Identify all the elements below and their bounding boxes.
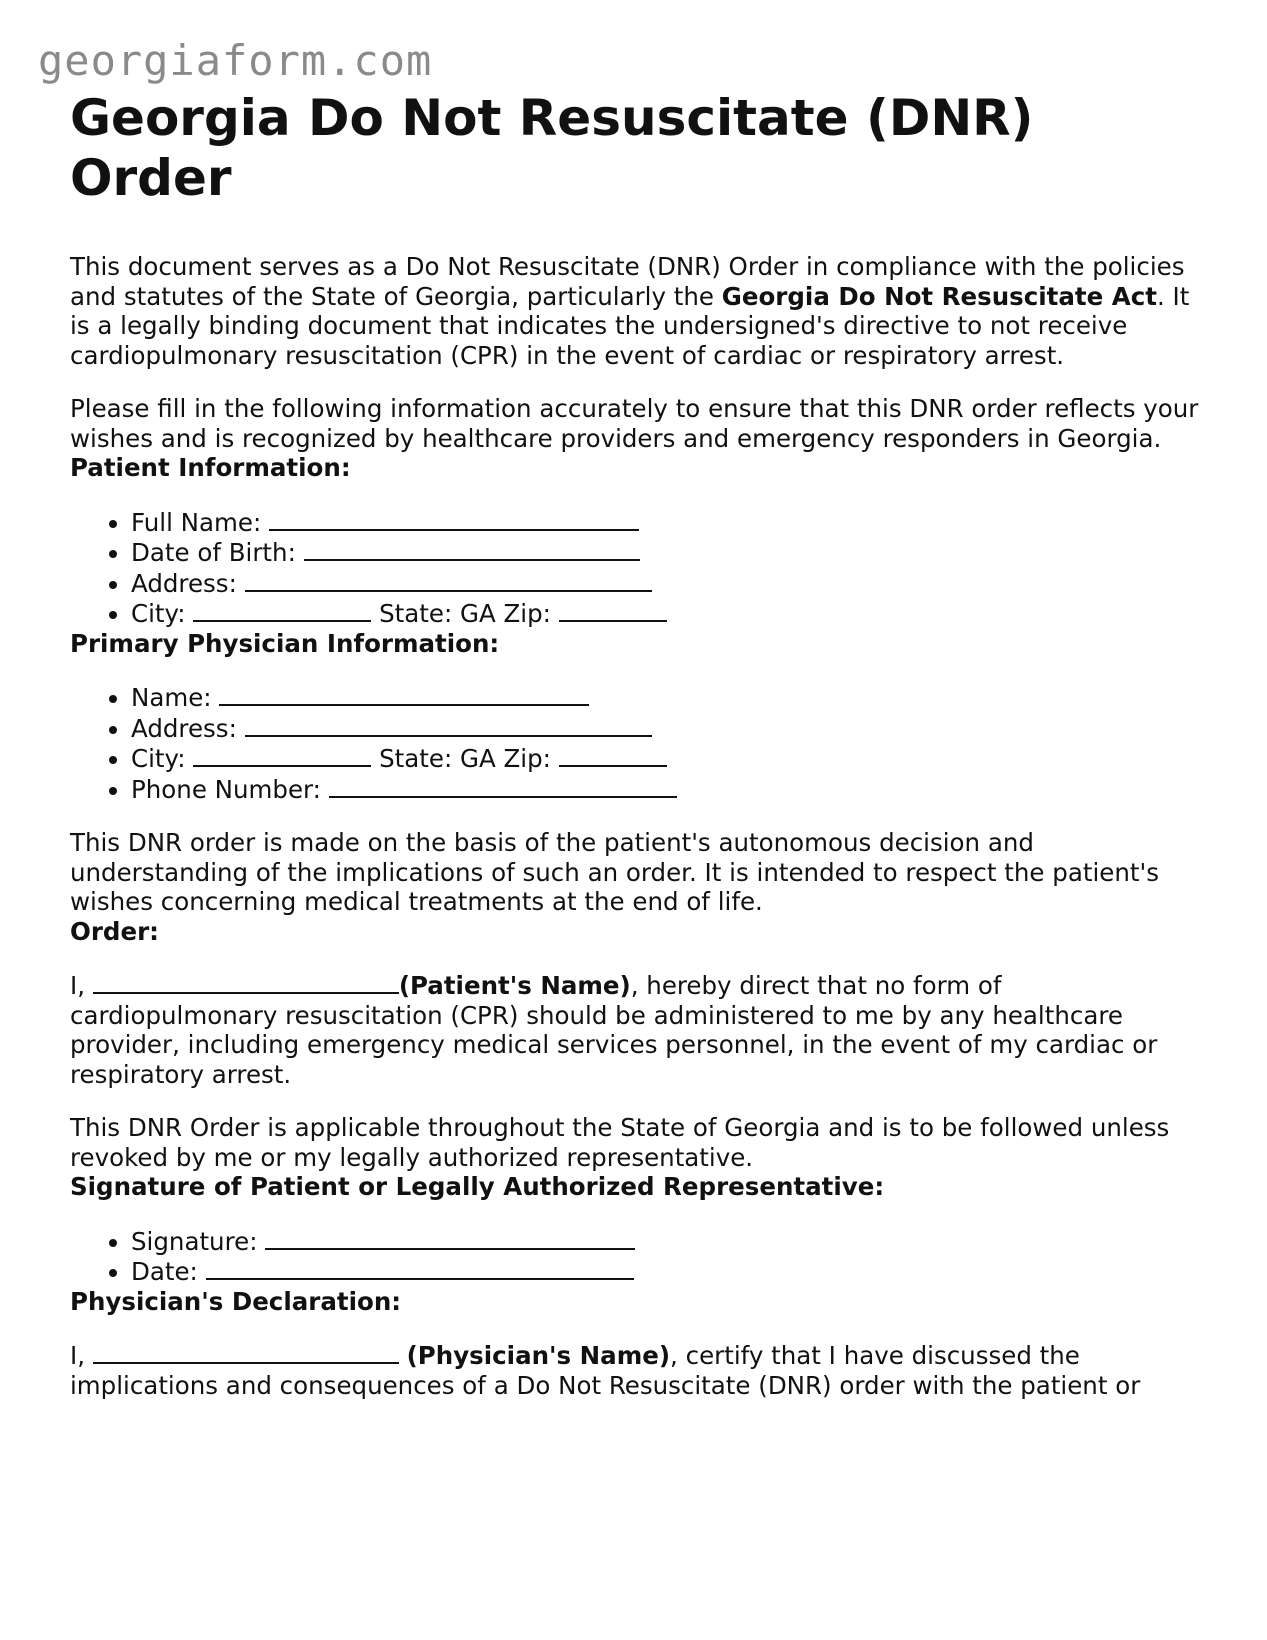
signature-date-item (131, 1256, 1200, 1287)
declaration-paragraph (70, 1340, 1200, 1400)
patient-dob-field[interactable] (304, 537, 640, 561)
document-title: Georgia Do Not Resuscitate (DNR) Order (70, 89, 1034, 207)
order-patient-name-field[interactable] (93, 970, 399, 994)
patient-dob-label: Date of Birth: (131, 538, 296, 567)
intro-text-2: . It is a legally binding document that indicates the undersigned's directive to not receive cardiopulmonary resuscitation (CPR) in the event of cardiac or respiratory arrest. (70, 281, 1190, 370)
patient-state-zip-label: State: GA Zip: (379, 599, 551, 628)
signature-label: Signature: (131, 1226, 258, 1256)
physician-info-heading: Primary Physician Information: (70, 628, 500, 658)
patient-city-label: City: (131, 599, 186, 628)
physician-info-list (70, 682, 1200, 804)
signature-heading: Signature of Patient or Legally Authorized Representative: (70, 1172, 885, 1201)
watermark: georgiaform.com (38, 36, 433, 85)
physician-address-field[interactable] (245, 713, 652, 737)
patient-full-name-label: Full Name: (131, 507, 262, 537)
intro-text-1: This document serves as a Do Not Resuscitate (DNR) Order in compliance with the policies and statutes of the State of Georgia, particularly the (70, 252, 1185, 311)
physician-address-label: Address: (131, 713, 237, 743)
patient-dob-item (131, 537, 1200, 568)
physician-zip-field[interactable] (559, 743, 667, 767)
patient-zip-field[interactable] (559, 598, 667, 622)
order-paragraph (70, 970, 1200, 1089)
patient-city-field[interactable] (193, 598, 371, 622)
intro-paragraph (70, 252, 1200, 370)
signature-date-label: Date: (131, 1257, 198, 1286)
patient-info-list (70, 507, 1200, 629)
order-i: I, (70, 971, 86, 1000)
physician-address-item (131, 713, 1200, 744)
declaration-physician-name-label: (Physician's Name) (406, 1341, 671, 1370)
signature-field[interactable] (265, 1226, 635, 1250)
patient-address-label: Address: (131, 568, 237, 598)
signature-date-field[interactable] (206, 1256, 634, 1280)
act-name: Georgia Do Not Resuscitate Act (721, 281, 1157, 311)
order-heading: Order: (70, 916, 159, 946)
order-text: , hereby direct that no form of cardiopulmonary resuscitation (CPR) should be administered to me by any healthcare provider, including emergency medical services personnel, in the event of my cardiac or respiratory arrest. (70, 971, 1158, 1089)
physician-phone-item (131, 774, 1200, 805)
basis-paragraph: This DNR order is made on the basis of the patient's autonomous decision and understanding of the implications of such an order. It is intended to respect the patient's wishes concerning medical treatments at the end of life. (70, 828, 1159, 916)
patient-city-item (131, 598, 1200, 629)
instructions-paragraph: Please fill in the following information accurately to ensure that this DNR order reflects your wishes and is recognized by healthcare providers and emergency responders in Georgia. (70, 394, 1199, 453)
declaration-heading: Physician's Declaration: (70, 1286, 402, 1316)
signature-item (131, 1226, 1200, 1257)
physician-name-label: Name: (131, 683, 212, 712)
physician-name-item (131, 682, 1200, 713)
patient-full-name-item (131, 507, 1200, 538)
physician-phone-field[interactable] (329, 774, 677, 798)
patient-address-item (131, 568, 1200, 599)
declaration-i: I, (70, 1341, 86, 1370)
applicability-paragraph: This DNR Order is applicable throughout the State of Georgia and is to be followed unless revoked by me or my legally authorized representative. (70, 1113, 1170, 1172)
patient-address-field[interactable] (245, 568, 652, 592)
signature-list (70, 1226, 1200, 1287)
physician-name-field[interactable] (219, 682, 589, 706)
physician-phone-label: Phone Number: (131, 774, 321, 804)
patient-full-name-field[interactable] (269, 507, 639, 531)
physician-city-field[interactable] (193, 743, 371, 767)
physician-city-item (131, 743, 1200, 774)
physician-state-zip-label: State: GA Zip: (379, 744, 551, 773)
order-patient-name-label: (Patient's Name) (398, 971, 631, 1000)
document-body (70, 88, 1200, 1400)
patient-info-heading: Patient Information: (70, 453, 351, 482)
declaration-text: , certify that I have discussed the implications and consequences of a Do Not Resuscitate (DNR) order with the patient or (70, 1341, 1141, 1400)
physician-city-label: City: (131, 744, 186, 773)
declaration-physician-name-field[interactable] (93, 1340, 399, 1364)
